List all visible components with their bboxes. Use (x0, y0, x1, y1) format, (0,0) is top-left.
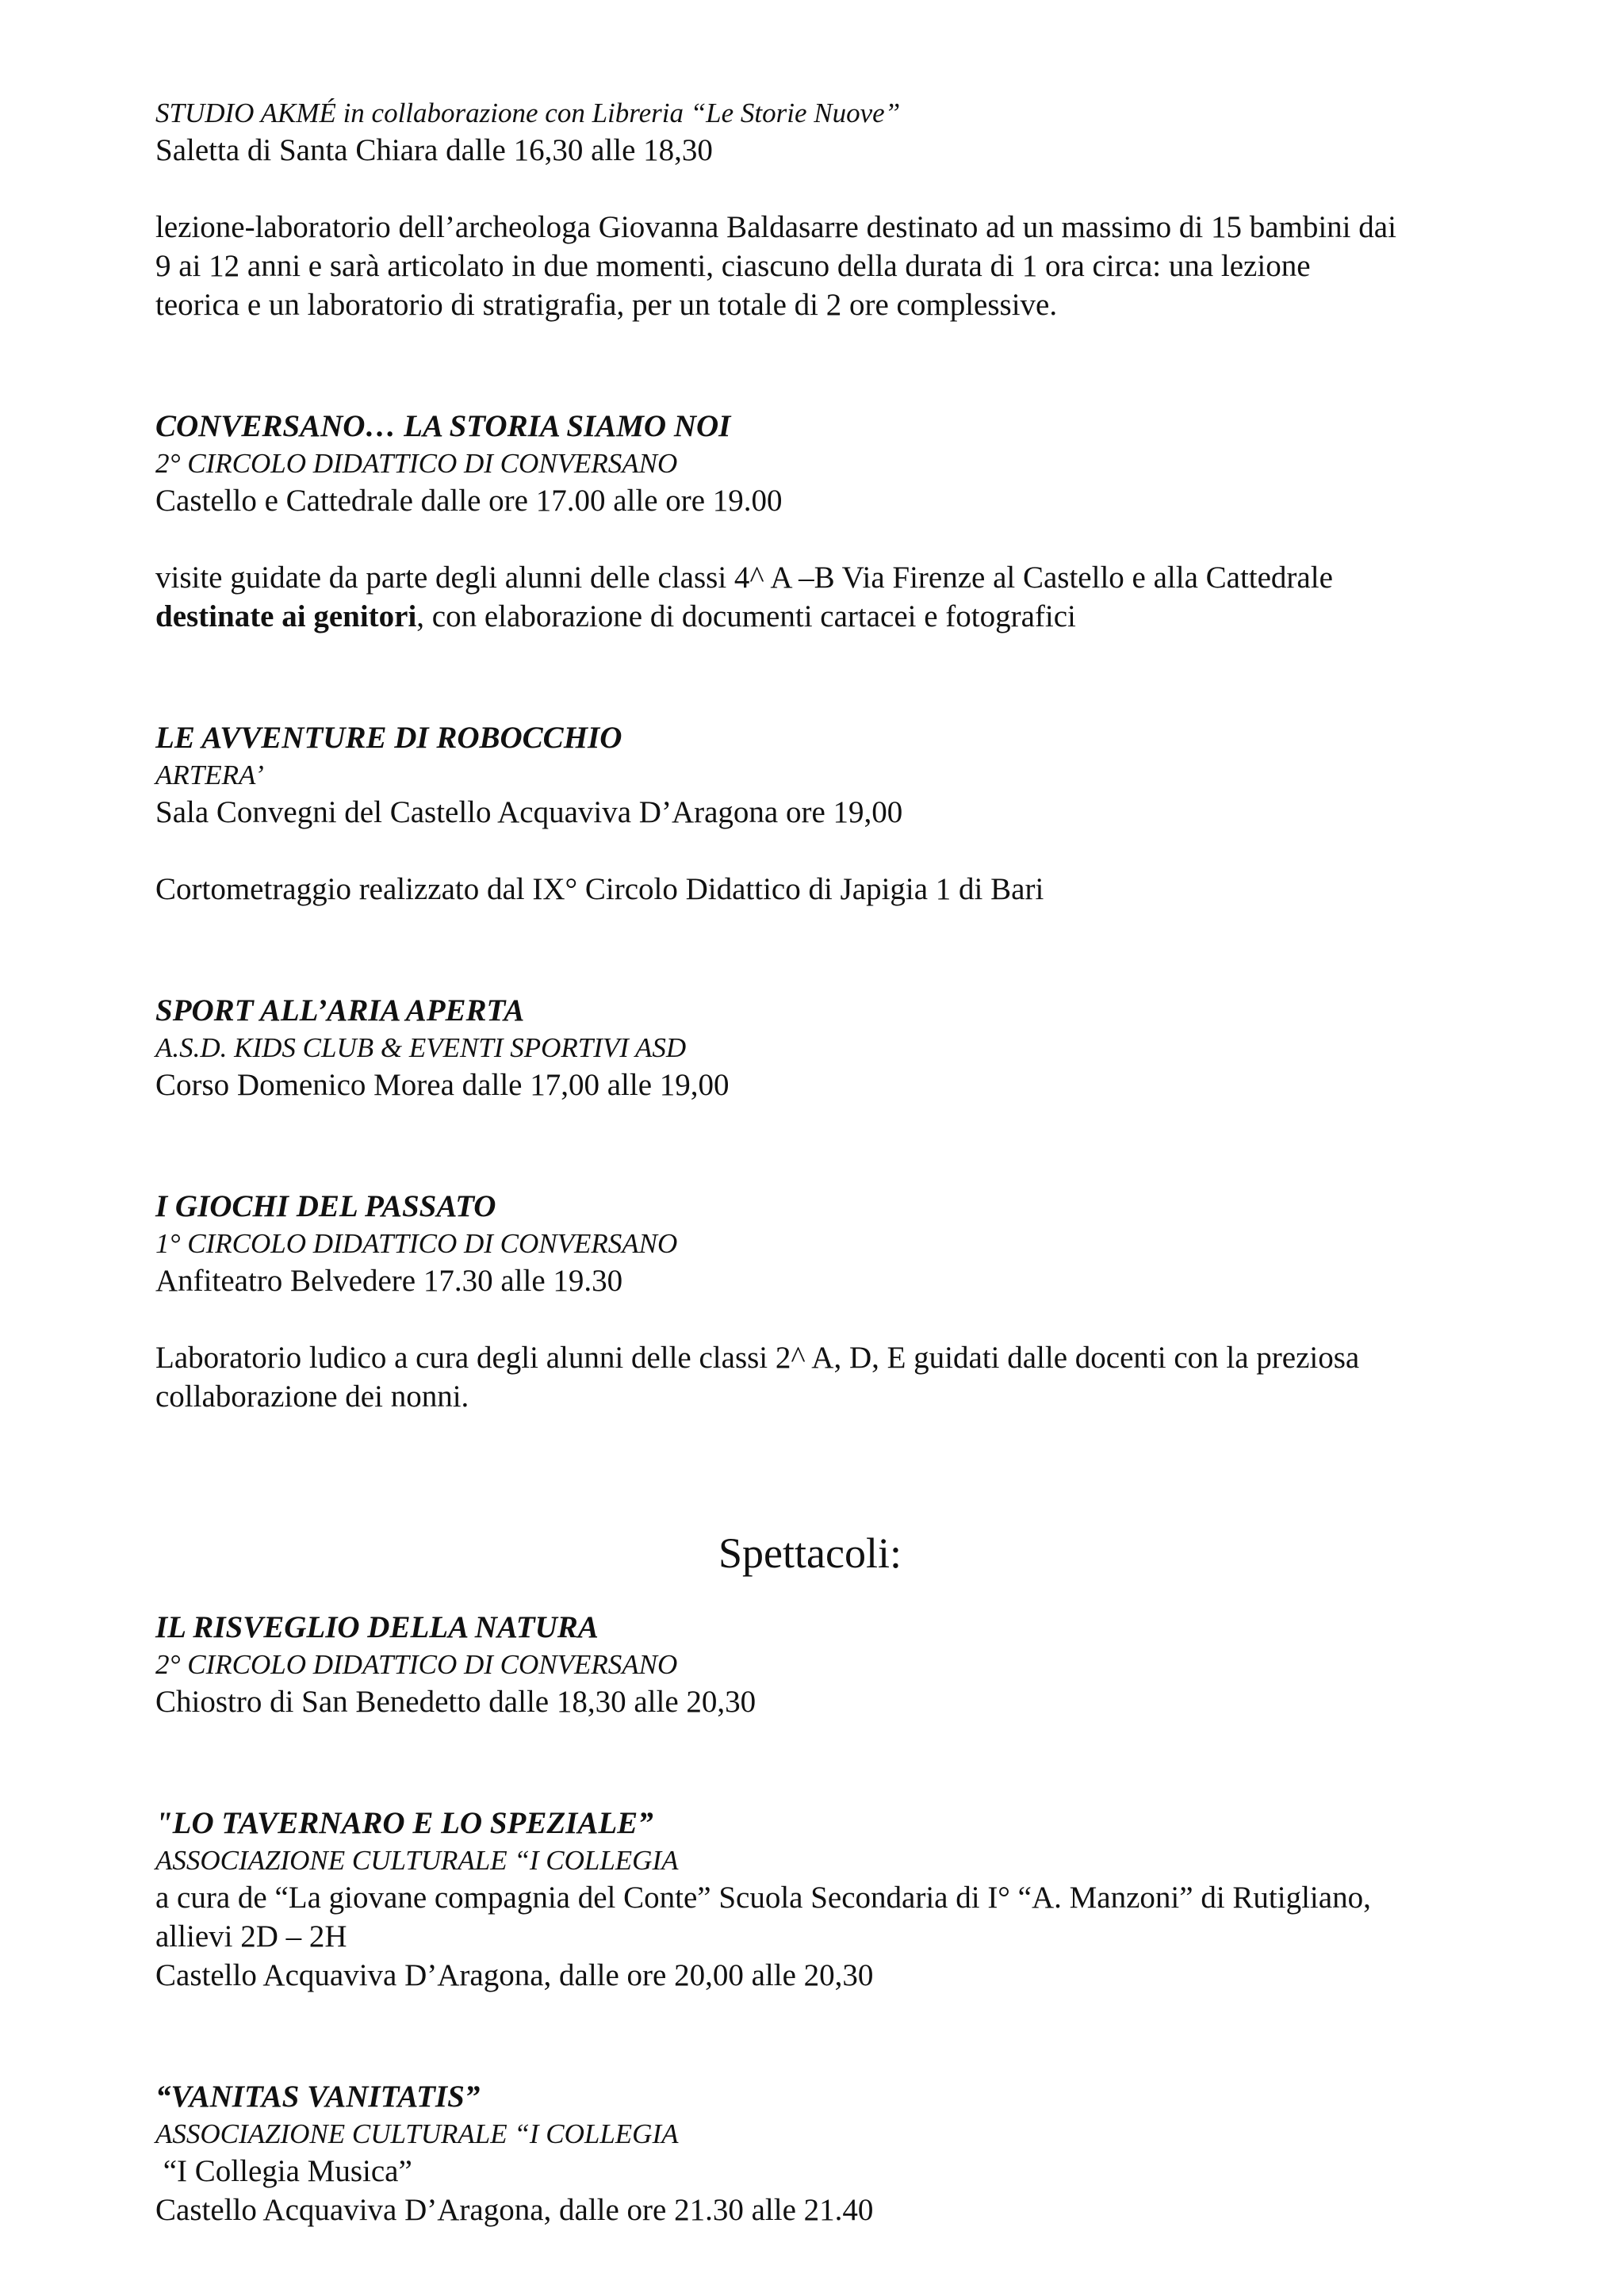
event-organizer: 1° CIRCOLO DIDATTICO DI CONVERSANO (155, 1228, 678, 1259)
show-title: "LO TAVERNARO E LO SPEZIALE” (155, 1806, 653, 1840)
event-description-line (155, 597, 1503, 636)
event-venue: Castello e Cattedrale dalle ore 17.00 alle ore 19.00 (155, 484, 783, 518)
event-title: SPORT ALL’ARIA APERTA (155, 993, 525, 1027)
document-page (155, 95, 1503, 2229)
intro-description-line: lezione-laboratorio dell’archeologa Giovanna Baldasarre destinato ad un massimo di 15 bambini dai (155, 210, 1396, 244)
event-title: CONVERSANO… LA STORIA SIAMO NOI (155, 409, 731, 443)
show-organizer: 2° CIRCOLO DIDATTICO DI CONVERSANO (155, 1649, 678, 1680)
event-organizer: 2° CIRCOLO DIDATTICO DI CONVERSANO (155, 448, 678, 479)
event-title: I GIOCHI DEL PASSATO (155, 1189, 496, 1223)
section-heading: Spettacoli: (718, 1529, 902, 1577)
event-organizer: ARTERA’ (155, 760, 264, 790)
show-credit: “I Collegia Musica” (155, 2154, 412, 2188)
show-title: “VANITAS VANITATIS” (155, 2080, 481, 2114)
show-venue: Castello Acquaviva D’Aragona, dalle ore 20,00 alle 20,30 (155, 1958, 874, 1992)
show-title: IL RISVEGLIO DELLA NATURA (155, 1610, 599, 1644)
event-venue: Corso Domenico Morea dalle 17,00 alle 19,00 (155, 1068, 730, 1102)
intro-description-line: teorica e un laboratorio di stratigrafia, per un totale di 2 ore complessive. (155, 288, 1058, 322)
event-venue: Anfiteatro Belvedere 17.30 alle 19.30 (155, 1264, 623, 1298)
show-organizer: ASSOCIAZIONE CULTURALE “I COLLEGIA (155, 1845, 679, 1876)
show-organizer: ASSOCIAZIONE CULTURALE “I COLLEGIA (155, 2118, 679, 2149)
intro-description-line: 9 ai 12 anni e sarà articolato in due momenti, ciascuno della durata di 1 ora circa: una lezione (155, 249, 1311, 283)
show-credit-line: allievi 2D – 2H (155, 1919, 347, 1954)
event-description-rest: , con elaborazione di documenti cartacei e fotografici (416, 599, 1076, 633)
show-venue: Chiostro di San Benedetto dalle 18,30 alle 20,30 (155, 1685, 756, 1719)
show-credit-line: a cura de “La giovane compagnia del Conte” Scuola Secondaria di I° “A. Manzoni” di Rutigliano, (155, 1881, 1371, 1915)
event-description-line: visite guidate da parte degli alunni delle classi 4^ A –B Via Firenze al Castello e alla Cattedrale (155, 561, 1333, 595)
event-description-line: Cortometraggio realizzato dal IX° Circolo Didattico di Japigia 1 di Bari (155, 872, 1044, 906)
event-description-line: collaborazione dei nonni. (155, 1380, 469, 1414)
event-description-line: Laboratorio ludico a cura degli alunni delle classi 2^ A, D, E guidati dalle docenti con la preziosa (155, 1341, 1360, 1375)
intro-organizer: STUDIO AKMÉ in collaborazione con Libreria “Le Storie Nuove” (155, 98, 901, 128)
intro-venue: Saletta di Santa Chiara dalle 16,30 alle 18,30 (155, 133, 713, 167)
event-description-bold: destinate ai genitori (155, 599, 417, 633)
event-organizer: A.S.D. KIDS CLUB & EVENTI SPORTIVI ASD (155, 1032, 687, 1063)
show-venue: Castello Acquaviva D’Aragona, dalle ore 21.30 alle 21.40 (155, 2193, 874, 2227)
event-venue: Sala Convegni del Castello Acquaviva D’Aragona ore 19,00 (155, 795, 903, 829)
event-title: LE AVVENTURE DI ROBOCCHIO (155, 721, 622, 755)
